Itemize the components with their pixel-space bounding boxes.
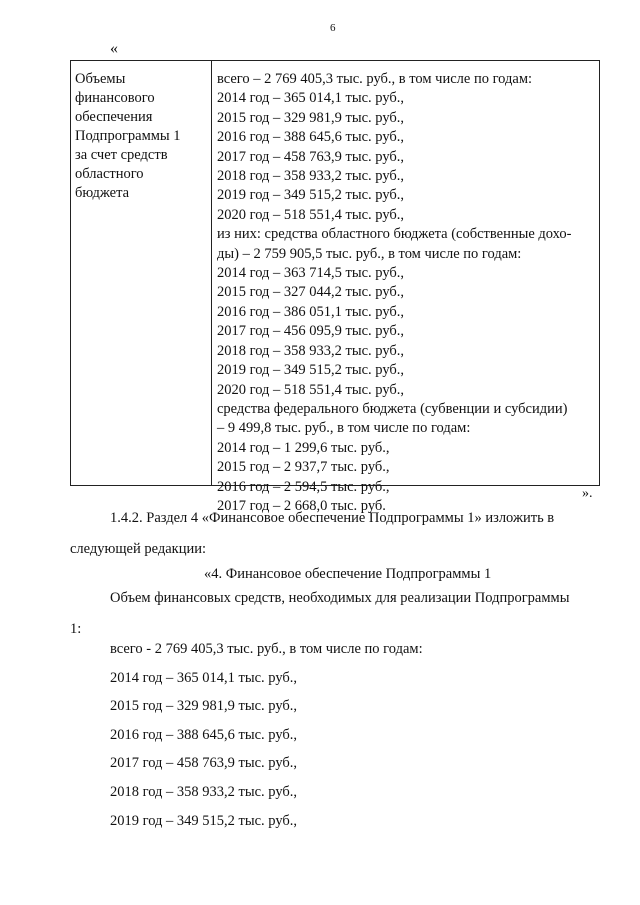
closing-quote: ». (582, 486, 593, 501)
table-value-line: 2019 год – 349 515,2 тыс. руб., (217, 362, 405, 379)
paragraph-line: следующей редакции: (70, 541, 207, 557)
paragraph-line: Объем финансовых средств, необходимых для реализации Подпрограммы (110, 590, 570, 606)
table-value-line: 2020 год – 518 551,4 тыс. руб., (217, 206, 405, 223)
table-value-line: 2019 год – 349 515,2 тыс. руб., (217, 187, 405, 204)
table-label-line: финансового (75, 90, 155, 106)
table-value-line: 2017 год – 2 668,0 тыс. руб. (217, 497, 386, 514)
table-label-line: Подпрограммы 1 (75, 128, 181, 144)
table-value-line: 2015 год – 327 044,2 тыс. руб., (217, 284, 405, 301)
list-item: 2019 год – 349 515,2 тыс. руб., (110, 812, 298, 829)
table-label-line: Объемы (75, 71, 126, 87)
table-value-cell (217, 70, 597, 516)
table-value-line: 2016 год – 2 594,5 тыс. руб., (217, 478, 390, 495)
table-value-line: 2015 год – 2 937,7 тыс. руб., (217, 459, 390, 476)
table-label-line: бюджета (75, 185, 130, 201)
table-label-line: обеспечения (75, 109, 153, 125)
table-value-line: 2017 год – 458 763,9 тыс. руб., (217, 148, 405, 165)
section-heading: «4. Финансовое обеспечение Подпрограммы 1 (204, 566, 492, 582)
list-item: 2016 год – 388 645,6 тыс. руб., (110, 726, 298, 743)
list-item: 2017 год – 458 763,9 тыс. руб., (110, 755, 298, 772)
table-value-line: всего – 2 769 405,3 тыс. руб., в том числе по годам: (217, 71, 533, 87)
table-value-line: 2016 год – 388 645,6 тыс. руб., (217, 129, 405, 146)
table-value-line: 2014 год – 363 714,5 тыс. руб., (217, 265, 405, 282)
list-item: 2018 год – 358 933,2 тыс. руб., (110, 783, 298, 800)
paragraph-line: 1: (70, 621, 82, 637)
table-value-line: 2018 год – 358 933,2 тыс. руб., (217, 342, 405, 359)
page-number: 6 (330, 22, 336, 34)
table-value-line: ды) – 2 759 905,5 тыс. руб., в том числе по годам: (217, 245, 522, 262)
paragraph-line: 1.4.2. Раздел 4 «Финансовое обеспечение Подпрограммы 1» изложить в (110, 510, 555, 526)
table-label-line: областного (75, 166, 144, 182)
table-value-line: средства федерального бюджета (субвенции и субсидии) (217, 400, 568, 417)
table-value-line: 2018 год – 358 933,2 тыс. руб., (217, 168, 405, 185)
table-label-line: за счет средств (75, 147, 168, 163)
table-value-line: 2014 год – 1 299,6 тыс. руб., (217, 439, 390, 456)
list-item: 2015 год – 329 981,9 тыс. руб., (110, 698, 298, 715)
list-item: всего - 2 769 405,3 тыс. руб., в том числе по годам: (110, 641, 423, 657)
table-value-line: – 9 499,8 тыс. руб., в том числе по годам: (217, 420, 471, 437)
table-column-divider (211, 61, 212, 485)
table-value-line: 2017 год – 456 095,9 тыс. руб., (217, 323, 405, 340)
table-label-cell (75, 70, 209, 203)
table-value-line: из них: средства областного бюджета (собственные дохо- (217, 226, 572, 243)
table-value-line: 2014 год – 365 014,1 тыс. руб., (217, 90, 405, 107)
list-item: 2014 год – 365 014,1 тыс. руб., (110, 669, 298, 686)
table-value-line: 2016 год – 386 051,1 тыс. руб., (217, 303, 405, 320)
table-value-line: 2015 год – 329 981,9 тыс. руб., (217, 109, 405, 126)
funding-by-year-list (110, 641, 423, 841)
table-value-line: 2020 год – 518 551,4 тыс. руб., (217, 381, 405, 398)
financing-table (70, 60, 600, 514)
opening-quote: « (110, 40, 118, 57)
